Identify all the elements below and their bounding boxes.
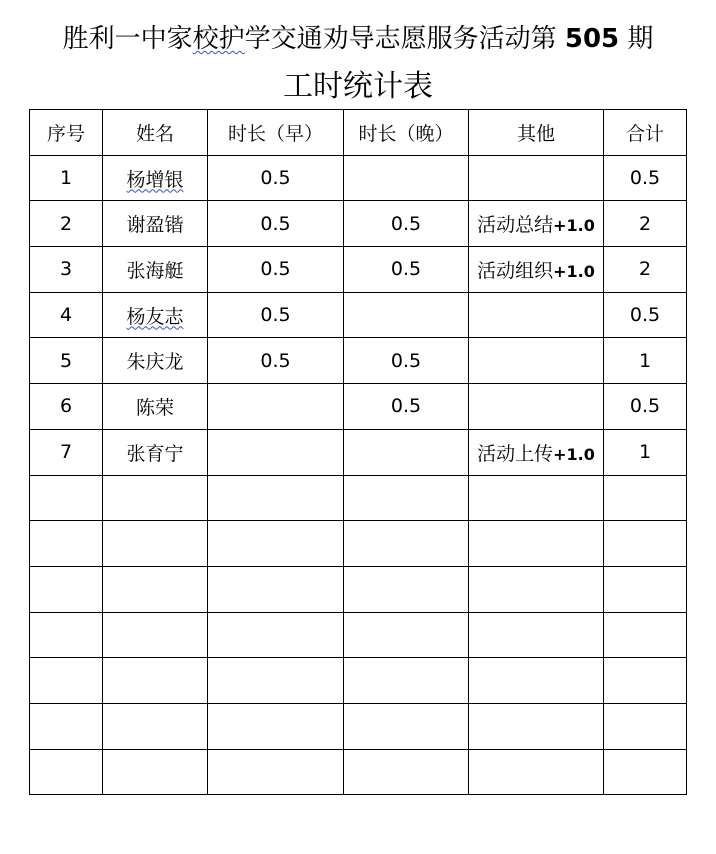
title-prefix: 胜利一中家 xyxy=(62,24,193,54)
other-text: 活动上传 xyxy=(477,442,554,465)
name-text: 杨增银 xyxy=(126,168,184,191)
empty-cell xyxy=(103,658,208,704)
empty-cell xyxy=(30,658,103,704)
empty-cell xyxy=(103,703,208,749)
empty-cell xyxy=(103,612,208,658)
empty-cell xyxy=(469,658,604,704)
empty-cell xyxy=(604,658,687,704)
cell-total: 0.5 xyxy=(604,155,687,201)
cell-other xyxy=(469,338,604,384)
cell-total: 1 xyxy=(604,429,687,475)
header-name: 姓名 xyxy=(103,110,208,156)
other-value: +1.0 xyxy=(553,261,595,281)
table-row xyxy=(30,247,687,293)
table-row xyxy=(30,338,687,384)
cell-hours-evening: 0.5 xyxy=(344,338,469,384)
empty-cell xyxy=(208,658,344,704)
header-no: 序号 xyxy=(30,110,103,156)
empty-cell xyxy=(469,703,604,749)
empty-cell xyxy=(469,566,604,612)
empty-cell xyxy=(103,749,208,795)
header-hours-morning: 时长（早） xyxy=(208,110,344,156)
cell-name: 张育宁 xyxy=(103,429,208,475)
empty-cell xyxy=(604,475,687,521)
empty-cell xyxy=(604,521,687,567)
empty-cell xyxy=(103,475,208,521)
cell-hours-morning: 0.5 xyxy=(208,201,344,247)
header-hours-evening: 时长（晚） xyxy=(344,110,469,156)
cell-name: 谢盈锴 xyxy=(103,201,208,247)
empty-row xyxy=(30,521,687,567)
cell-name xyxy=(103,292,208,338)
cell-total: 1 xyxy=(604,338,687,384)
cell-total: 0.5 xyxy=(604,384,687,430)
cell-other xyxy=(469,384,604,430)
header-other: 其他 xyxy=(469,110,604,156)
cell-hours-morning xyxy=(208,429,344,475)
cell-hours-morning: 0.5 xyxy=(208,338,344,384)
name-text: 杨友志 xyxy=(126,305,184,328)
cell-total: 0.5 xyxy=(604,292,687,338)
cell-name: 张海艇 xyxy=(103,247,208,293)
empty-cell xyxy=(344,658,469,704)
empty-row xyxy=(30,612,687,658)
empty-cell xyxy=(103,521,208,567)
title-suffix: 期 xyxy=(619,24,654,54)
empty-row xyxy=(30,658,687,704)
empty-cell xyxy=(344,612,469,658)
empty-cell xyxy=(344,749,469,795)
table-row xyxy=(30,292,687,338)
table-header-row xyxy=(30,110,687,156)
empty-row xyxy=(30,749,687,795)
empty-cell xyxy=(30,703,103,749)
other-value: +1.0 xyxy=(553,444,595,464)
empty-cell xyxy=(469,612,604,658)
cell-no: 5 xyxy=(30,338,103,384)
cell-no: 6 xyxy=(30,384,103,430)
cell-no: 7 xyxy=(30,429,103,475)
empty-row xyxy=(30,475,687,521)
cell-other xyxy=(469,429,604,475)
empty-cell xyxy=(30,749,103,795)
cell-other xyxy=(469,155,604,201)
cell-hours-evening xyxy=(344,429,469,475)
empty-cell xyxy=(208,703,344,749)
cell-hours-evening xyxy=(344,155,469,201)
empty-cell xyxy=(604,566,687,612)
cell-hours-evening: 0.5 xyxy=(344,247,469,293)
empty-cell xyxy=(208,475,344,521)
empty-cell xyxy=(344,566,469,612)
document-subtitle: 工时统计表 xyxy=(283,69,433,104)
empty-cell xyxy=(30,566,103,612)
cell-total: 2 xyxy=(604,247,687,293)
empty-cell xyxy=(208,566,344,612)
cell-name xyxy=(103,155,208,201)
table-row xyxy=(30,384,687,430)
cell-name: 陈荣 xyxy=(103,384,208,430)
title-spellcheck-segment: 校护 xyxy=(192,24,245,54)
empty-cell xyxy=(344,521,469,567)
issue-number: 505 xyxy=(564,24,620,54)
document-title xyxy=(0,22,716,56)
cell-hours-evening xyxy=(344,292,469,338)
cell-no: 2 xyxy=(30,201,103,247)
cell-other xyxy=(469,201,604,247)
empty-cell xyxy=(604,703,687,749)
cell-hours-evening: 0.5 xyxy=(344,201,469,247)
empty-cell xyxy=(604,612,687,658)
cell-hours-morning: 0.5 xyxy=(208,292,344,338)
empty-cell xyxy=(30,475,103,521)
cell-total: 2 xyxy=(604,201,687,247)
empty-cell xyxy=(604,749,687,795)
empty-row xyxy=(30,566,687,612)
cell-hours-morning: 0.5 xyxy=(208,155,344,201)
cell-name: 朱庆龙 xyxy=(103,338,208,384)
other-value: +1.0 xyxy=(553,216,595,236)
cell-hours-evening: 0.5 xyxy=(344,384,469,430)
empty-cell xyxy=(103,566,208,612)
empty-cell xyxy=(30,612,103,658)
empty-cell xyxy=(344,703,469,749)
empty-cell xyxy=(469,521,604,567)
empty-cell xyxy=(469,475,604,521)
empty-cell xyxy=(208,521,344,567)
empty-cell xyxy=(469,749,604,795)
cell-no: 1 xyxy=(30,155,103,201)
cell-no: 4 xyxy=(30,292,103,338)
cell-other xyxy=(469,292,604,338)
other-text: 活动总结 xyxy=(477,214,554,237)
empty-cell xyxy=(344,475,469,521)
empty-cell xyxy=(30,521,103,567)
header-total: 合计 xyxy=(604,110,687,156)
empty-cell xyxy=(208,749,344,795)
cell-no: 3 xyxy=(30,247,103,293)
title-middle: 学交通劝导志愿服务活动第 xyxy=(244,24,565,54)
empty-row xyxy=(30,703,687,749)
hours-table xyxy=(29,109,687,795)
cell-hours-morning xyxy=(208,384,344,430)
empty-cell xyxy=(208,612,344,658)
cell-hours-morning: 0.5 xyxy=(208,247,344,293)
table-row xyxy=(30,429,687,475)
other-text: 活动组织 xyxy=(477,259,554,282)
cell-other xyxy=(469,247,604,293)
table-row xyxy=(30,201,687,247)
table-row xyxy=(30,155,687,201)
